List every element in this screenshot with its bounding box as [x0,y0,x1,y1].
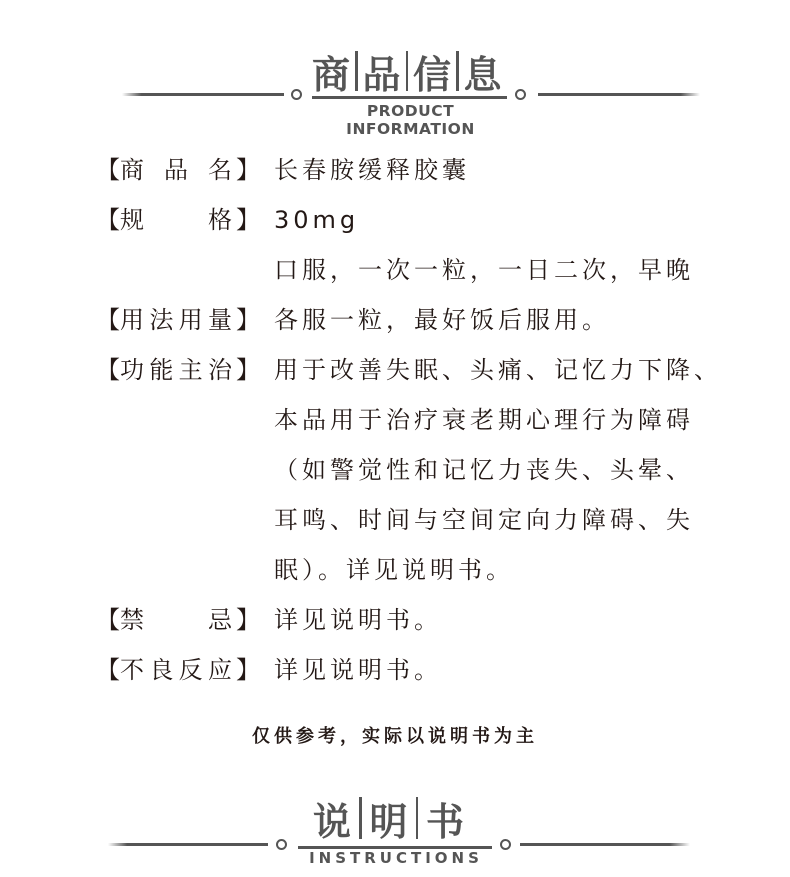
title-separator [416,797,419,839]
title-char: 信 [413,52,452,97]
indications-value-line: 用于改善失眠、头痛、记忆力下降、 [274,356,722,384]
bracket-open: 【 [96,306,120,334]
bracket-close: 】 [236,656,260,684]
dosage-value-line: 口服，一次一粒，一日二次，早晚 [274,256,694,284]
bracket-open: 【 [96,206,120,234]
label-char: 治 [207,356,232,384]
label-char: 不 [120,656,144,684]
label-char: 用 [178,306,203,334]
bracket-close: 】 [236,306,260,334]
bracket-open: 【 [96,606,120,634]
indications-value-line: 本品用于治疗衰老期心理行为障碍 [274,406,694,434]
title-separator [406,51,409,91]
header-subtitle: INSTRUCTIONS [309,849,483,867]
label-char: 功 [120,356,144,384]
header-dot-left [276,839,287,850]
row-label [96,600,260,640]
adverse-reactions-value: 详见说明书。 [274,656,442,684]
label-char: 用 [120,306,144,334]
bracket-close: 】 [236,356,260,384]
row-label [96,300,260,340]
label-char: 名 [208,156,232,184]
label-char: 品 [164,156,188,184]
label-char: 主 [178,356,203,384]
bracket-close: 】 [236,606,260,634]
header-line-left [122,93,284,96]
label-char: 禁 [120,606,144,634]
product-name-value: 长春胺缓释胶囊 [274,156,470,184]
header-dot-right [500,839,511,850]
header-dot-left [291,89,302,100]
contraindications-value: 详见说明书。 [274,606,442,634]
label-char: 能 [149,356,174,384]
label-char: 应 [207,656,232,684]
bracket-open: 【 [96,656,120,684]
bracket-close: 】 [236,156,260,184]
title-char: 商 [312,52,351,97]
label-char: 商 [120,156,144,184]
header-line-right [538,93,700,96]
bracket-close: 】 [236,206,260,234]
indications-value-line: （如警觉性和记忆力丧失、头晕、 [274,456,694,484]
row-label [96,650,260,690]
title-char: 息 [463,52,502,97]
title-separator [355,51,358,91]
reference-note: 仅供参考，实际以说明书为主 [252,726,538,747]
label-char: 良 [149,656,174,684]
header-subtitle: PRODUCT INFORMATION [346,102,475,138]
header-line-right [520,843,690,846]
bracket-open: 【 [96,156,120,184]
row-label [96,150,260,190]
header-dot-right [515,89,526,100]
label-char: 规 [120,206,144,234]
title-separator [456,51,459,91]
title-char: 书 [426,799,465,844]
title-char: 品 [362,52,401,97]
label-char: 反 [178,656,203,684]
title-separator [359,797,362,839]
header-title [312,50,502,97]
specification-value: 30mg [274,206,360,234]
label-char: 格 [208,206,232,234]
indications-value-line: 眠）。详见说明书。 [274,556,514,584]
header-line-left [108,843,268,846]
indications-value-line: 耳鸣、时间与空间定向力障碍、失 [274,506,694,534]
label-char: 量 [207,306,232,334]
title-char: 明 [369,799,408,844]
dosage-value-line: 各服一粒，最好饭后服用。 [274,306,610,334]
row-label [96,350,260,390]
title-char: 说 [313,799,352,844]
label-char: 忌 [208,606,232,634]
header-title [313,796,465,844]
label-char: 法 [149,306,174,334]
row-label [96,200,260,240]
bracket-open: 【 [96,356,120,384]
